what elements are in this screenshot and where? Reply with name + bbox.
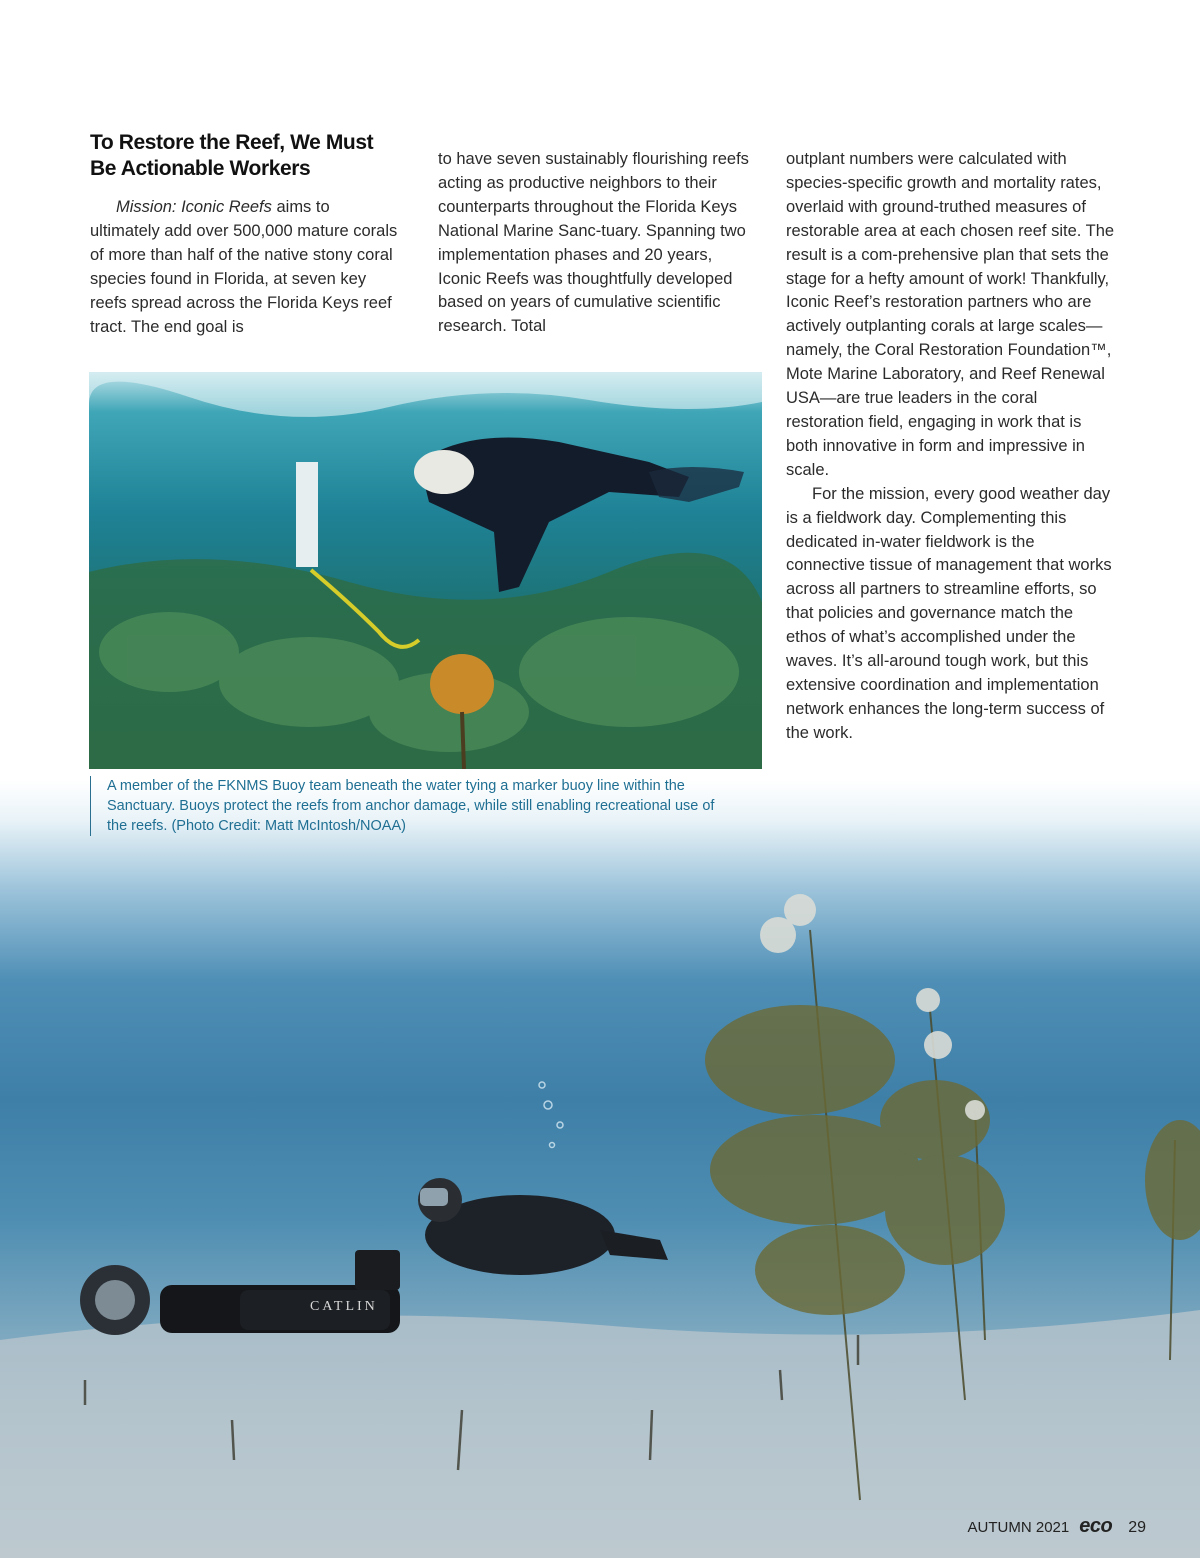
mission-name: Mission: Iconic Reefs [116,198,272,216]
page-footer [968,1515,1146,1538]
page-number: 29 [1128,1519,1146,1536]
magazine-logo: eco [1079,1515,1113,1537]
column-3-paragraph-1: outplant numbers were calculated with species-specific growth and mortality rates, overlaid with ground-truthed measures of restorable area at each chosen reef site. The result is a com-prehensive plan that sets the stage for a hefty amount of work! Thankfully, Iconic Reef’s restoration partners who are actively outplanting corals at large scales—namely, the Coral Restoration Foundation™, Mote Marine Laboratory, and Reef Renewal USA—are true leaders in the coral restoration field, engaging in work that is both innovative in form and impressive in scale. [786,150,1115,479]
diver-figure [80,1178,668,1335]
article-heading: To Restore the Reef, We Must Be Actionable Workers [90,131,374,180]
column-1-text: aims to ultimately add over 500,000 mature corals of more than half of the native stony coral species found in Florida, at seven key reefs spread across the Florida Keys reef tract. The end goal is [90,198,398,336]
buoy-team-photo [89,372,762,769]
issue-label: AUTUMN 2021 [967,1519,1070,1536]
text-column-2 [438,148,758,339]
diver-coral-nursery-photo [0,780,1200,1558]
text-column-3 [786,148,1116,746]
text-column-1 [90,196,400,339]
column-3-paragraph-2: For the mission, every good weather day is a fieldwork day. Complementing this dedicated in-water fieldwork is the connective tissue of management that works across all partners to streamline efforts, so that policies and governance match the ethos of what’s accomplished under the waves. It’s all-around tough work, but this extensive coordination and implementation network enhances the long-term success of the work. [786,484,1112,742]
column-2-text: to have seven sustainably flourishing reefs acting as productive neighbors to their counterparts throughout the Florida Keys National Marine Sanc-tuary. Spanning two implementation phases and 20 years, Iconic Reefs was thoughtfully developed based on years of cumulative scientific research. Total [438,150,749,336]
photo-caption: A member of the FKNMS Buoy team beneath the water tying a marker buoy line within the Sanctuary. Buoys protect the reefs from anchor damage, while still enabling recreational use of the reefs. (Photo Credit: Matt McIntosh/NOAA) [90,776,727,836]
camera-brand-label: CATLIN [310,1299,378,1314]
